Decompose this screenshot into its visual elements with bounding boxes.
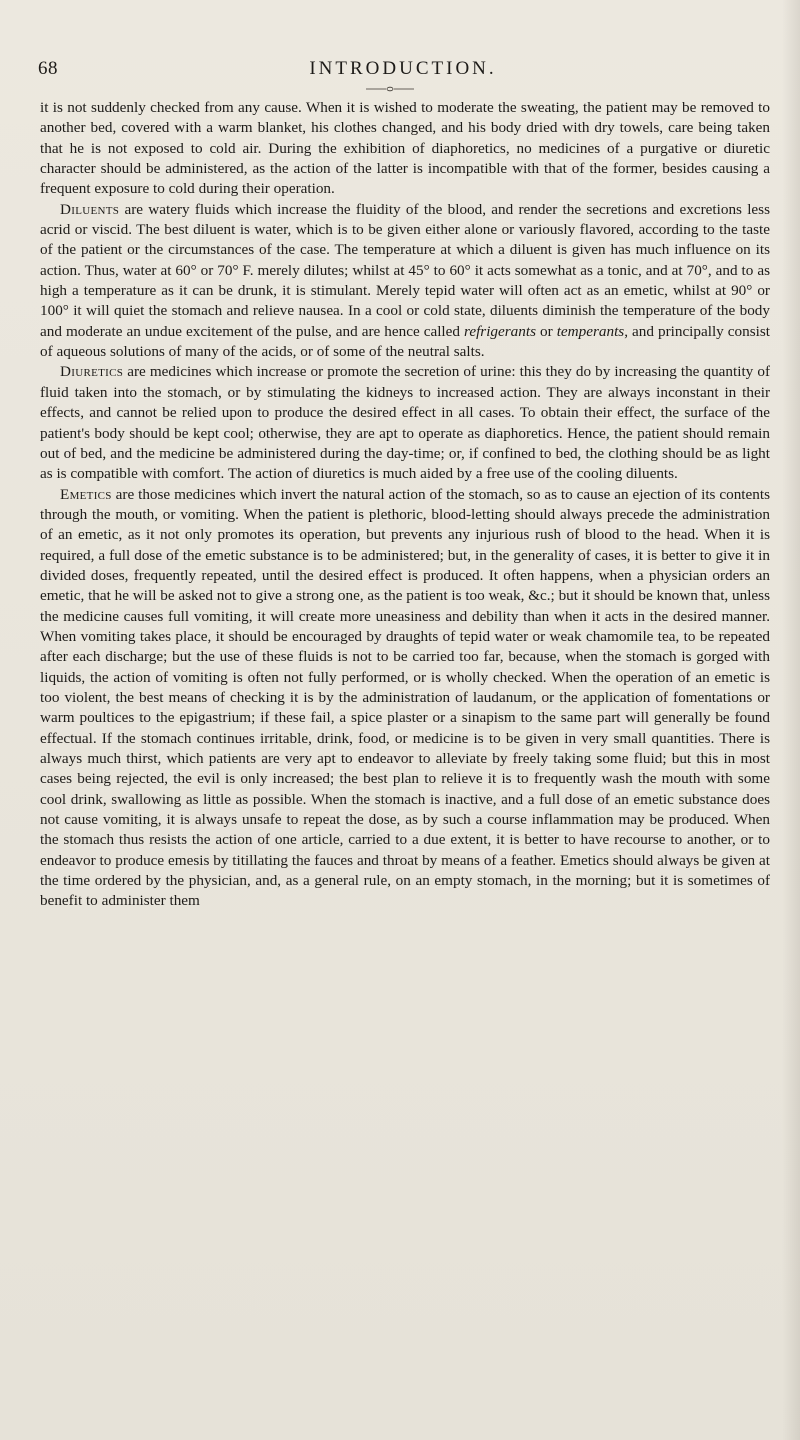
term-temperants: temperants [556, 322, 625, 340]
diluents-text-c: , and principally consist of aqueous solutions of many of the acids, or of some of the neutral salts. [40, 322, 770, 361]
term-diuretics: Diuretics [60, 363, 124, 381]
page-edge-shadow [782, 0, 800, 1440]
header-ornament [360, 86, 420, 92]
term-emetics: Emetics [60, 485, 112, 503]
emetics-text: are those medicines which invert the natural action of the stomach, so as to cause an ejection of its contents through the mouth, or vomiting. When the patient is plethoric, blood-letting should always precede the administration of an emetic, as it not only promotes its operation, but prevents any injurious rush of blood to the head. When it is required, a full dose of the emetic substance is to be administered; but, in the generality of cases, it is better to give it in divided doses, frequently repeated, until the desired effect is produced. It often happens, when a physician orders an emetic, that he will be asked not to give a strong one, as the patient is too weak, &c.; but it should be known that, unless the medicine causes full vomiting, it will create more uneasiness and debility than when it acts in the desired manner. When vomiting takes place, it should be encouraged by draughts of tepid water or weak chamomile tea, to be repeated after each discharge; but the use of these fluids is not to be carried too far, because, when the stomach is gorged with liquids, the action of vomiting is often not fully performed, or is wholly checked. When the operation of an emetic is too violent, the best means of checking it is by the administration of laudanum, or the application of fomentations or warm poultices to the epigastrium; if these fail, a spice plaster or a sinapism to the same part will generally be found effectual. If the stomach continues irritable, drink, food, or medicine is to be given in very small quantities. There is always much thirst, which patients are very apt to endeavor to alleviate by freely taking some fluid; but this in most cases being rejected, the evil is only increased; the best plan to relieve it is to frequently wash the mouth with some cool drink, swallowing as little as possible. When the stomach is inactive, and a full dose of an emetic substance does not cause vomiting, it is always unsafe to repeat the dose, as by such a course inflammation may be produced. When the stomach thus resists the action of one article, carried to a due extent, it is better to have recourse to another, or to endeavor to produce emesis by titillating the fauces and throat by means of a feather. Emetics should always be given at the time ordered by the physician, and, as a general rule, on an empty stomach, in the morning; but it is sometimes of benefit to administer them [40, 485, 770, 910]
page-number: 68 [38, 58, 58, 79]
term-diluents: Diluents [60, 200, 120, 218]
paragraph-diuretics [40, 362, 770, 484]
diuretics-text: are medicines which increase or promote the secretion of urine: this they do by increasing the quantity of fluid taken into the stomach, or by stimulating the kidneys to increased action. They are always inconstant in their effects, and cannot be relied upon to produce the desired effect in all cases. To obtain their effect, the surface of the patient's body should be kept cool; otherwise, they are apt to operate as diaphoretics. Hence, the patient should remain out of bed, and the medicine be administered during the day-time; or, if confined to bed, the clothing should be as light as is compatible with comfort. The action of diuretics is much aided by a free use of the cooling diluents. [40, 363, 770, 483]
diluents-text-a: are watery fluids which increase the fluidity of the blood, and render the secretions and excretions less acrid or viscid. The best diluent is water, which is to be given either alone or variously flavored, according to the taste of the patient or the circumstances of the case. The temperature at which a diluent is given has much influence on its action. Thus, water at 60° or 70° F. merely dilutes; whilst at 45° to 60° it acts somewhat as a tonic, and at 70°, and to as high a temperature as it can be drunk, it is stimulant. Merely tepid water will often act as an emetic, whilst at 90° or 100° it will quiet the stomach and relieve nausea. In a cool or cold state, diluents diminish the temperature of the body and moderate an undue excitement of the pulse, and are hence called [40, 200, 770, 340]
paragraph-diluents [40, 200, 770, 363]
paragraph-continuation: it is not suddenly checked from any cause. When it is wished to moderate the sweating, the patient may be removed to another bed, covered with a warm blanket, his clothes changed, and his body dried with dry towels, care being taken that he is not exposed to cold air. During the exhibition of diaphoretics, no medicines of a purgative or diuretic character should be administered, as the action of the latter is incompatible with that of the former, besides causing a frequent exposure to cold during their operation. [40, 99, 770, 198]
term-refrigerants: refrigerants [464, 322, 536, 340]
page-header [38, 58, 768, 88]
running-head: INTRODUCTION. [309, 58, 497, 79]
paragraph-emetics [40, 485, 770, 912]
body-text [40, 98, 770, 1428]
diluents-text-b: or [536, 322, 557, 340]
